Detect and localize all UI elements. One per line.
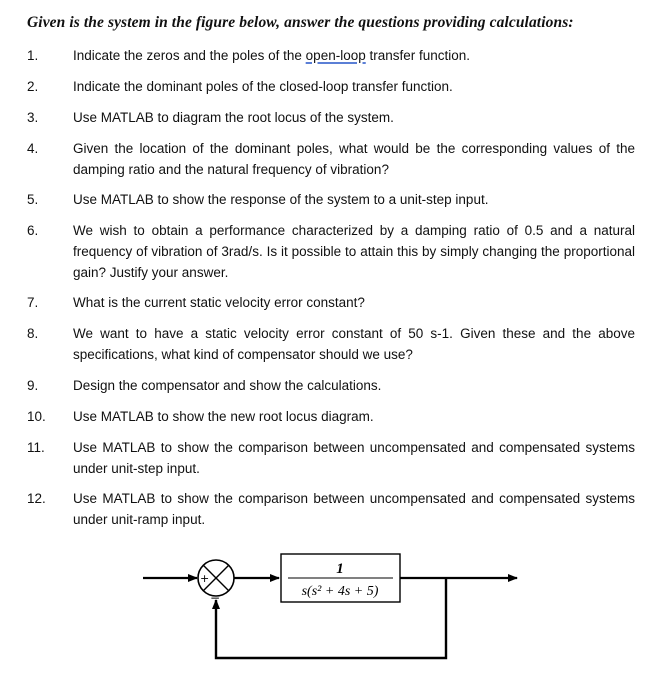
- open-loop-underlined: open-loop: [305, 48, 366, 63]
- problem-heading: Given is the system in the figure below, answer the questions providing calculations:: [27, 14, 574, 31]
- question-text: We wish to obtain a performance characterized by a damping ratio of 0.5 and a natural frequency of vibration of 3rad/s. Is it possible to attain this by simply changing the proportional gain? Justify your answer.: [73, 223, 635, 280]
- plus-sign: +: [200, 572, 210, 585]
- tf-numerator: 1: [336, 561, 344, 577]
- question-text: Use MATLAB to show the new root locus diagram.: [73, 409, 374, 424]
- question-number: 1.: [27, 48, 39, 63]
- question-number: 8.: [27, 326, 39, 341]
- minus-sign: −: [210, 591, 221, 605]
- question-text: Use MATLAB to show the comparison between uncompensated and compensated systems under unit-step input.: [73, 440, 635, 476]
- question-number: 6.: [27, 223, 39, 238]
- transfer-function-block: [281, 554, 400, 602]
- question-number: 4.: [27, 141, 39, 156]
- question-text: Indicate the dominant poles of the closed-loop transfer function.: [73, 79, 453, 94]
- question-number: 5.: [27, 192, 39, 207]
- question-number: 11.: [27, 440, 45, 455]
- question-text: Given the location of the dominant poles, what would be the corresponding values of the damping ratio and the natural frequency of vibration?: [73, 141, 635, 177]
- block-diagram: [0, 540, 658, 700]
- question-text: [73, 45, 635, 66]
- question-number: 2.: [27, 79, 39, 94]
- question-number: 10.: [27, 409, 46, 424]
- question-number: 9.: [27, 378, 39, 393]
- question-text: What is the current static velocity error constant?: [73, 295, 365, 310]
- question-number: 3.: [27, 110, 39, 125]
- question-text-pre: Indicate the zeros and the poles of the: [73, 48, 306, 63]
- question-text: We want to have a static velocity error constant of 50 s-1. Given these and the above specifications, what kind of compensator should we use?: [73, 326, 635, 362]
- question-text: Design the compensator and show the calculations.: [73, 378, 382, 393]
- question-text: Use MATLAB to diagram the root locus of the system.: [73, 110, 394, 125]
- question-text: Use MATLAB to show the comparison between uncompensated and compensated systems under unit-ramp input.: [73, 491, 635, 527]
- tf-denominator: s(s² + 4s + 5): [301, 584, 379, 599]
- summing-junction: [198, 560, 234, 605]
- question-number: 7.: [27, 295, 39, 310]
- question-text: Use MATLAB to show the response of the system to a unit-step input.: [73, 192, 489, 207]
- question-number: 12.: [27, 491, 46, 506]
- question-text-post: transfer function.: [365, 48, 471, 63]
